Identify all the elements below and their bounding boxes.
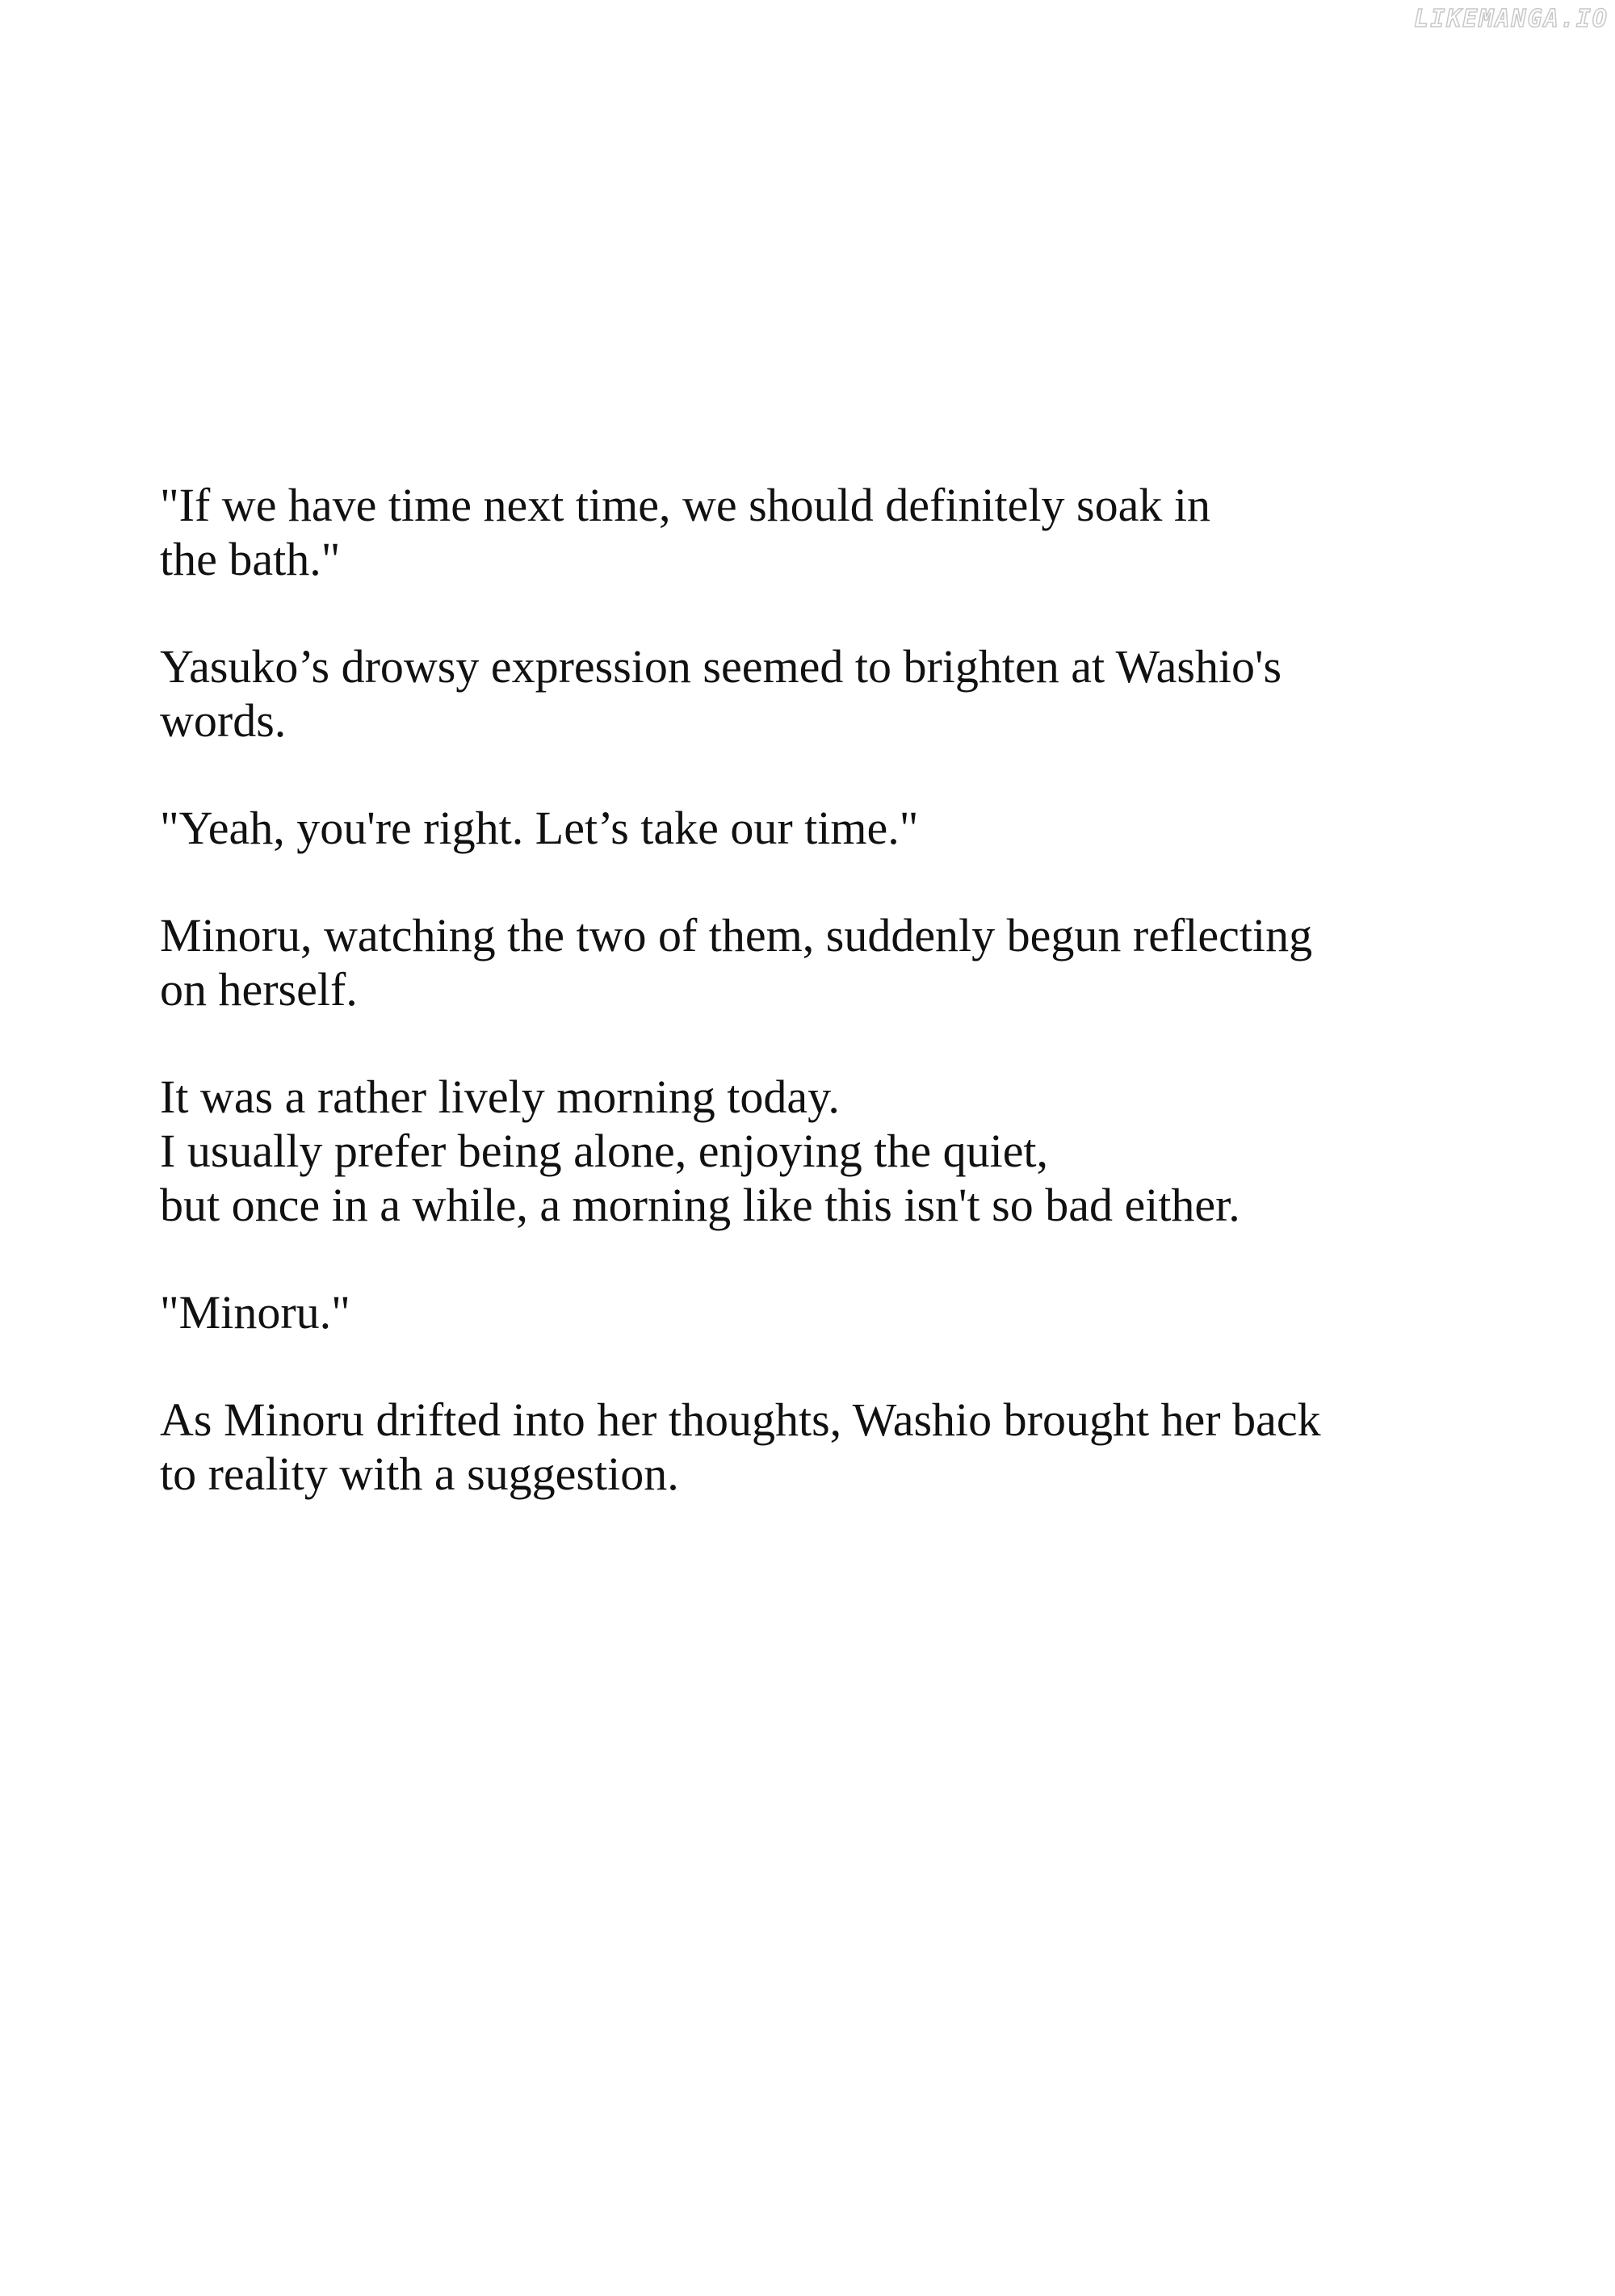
watermark-logo: LIKEMANGA.IO xyxy=(1414,5,1609,33)
paragraph-5 xyxy=(160,1070,1533,1232)
text-line: I usually prefer being alone, enjoying the quiet, xyxy=(160,1125,1049,1177)
text-line: "If we have time next time, we should definitely soak in xyxy=(160,479,1210,531)
paragraph-2 xyxy=(160,639,1533,748)
text-line: "Minoru." xyxy=(160,1286,350,1339)
text-line: on herself. xyxy=(160,963,358,1016)
text-line: the bath." xyxy=(160,533,341,585)
paragraph-4 xyxy=(160,908,1533,1016)
paragraph-7 xyxy=(160,1393,1533,1501)
text-line: "Yeah, you're right. Let’s take our time." xyxy=(160,802,919,854)
text-line: It was a rather lively morning today. xyxy=(160,1070,840,1123)
text-line: As Minoru drifted into her thoughts, Washio brought her back xyxy=(160,1393,1321,1446)
paragraph-6 xyxy=(160,1285,1533,1339)
text-line: but once in a while, a morning like this isn't so bad either. xyxy=(160,1179,1240,1231)
text-line: Yasuko’s drowsy expression seemed to brighten at Washio's xyxy=(160,640,1282,693)
text-line: words. xyxy=(160,694,287,747)
text-line: Minoru, watching the two of them, suddenly begun reflecting xyxy=(160,909,1313,962)
text-line: to reality with a suggestion. xyxy=(160,1448,679,1500)
paragraph-3 xyxy=(160,801,1533,855)
story-text xyxy=(160,478,1533,1554)
paragraph-1 xyxy=(160,478,1533,586)
